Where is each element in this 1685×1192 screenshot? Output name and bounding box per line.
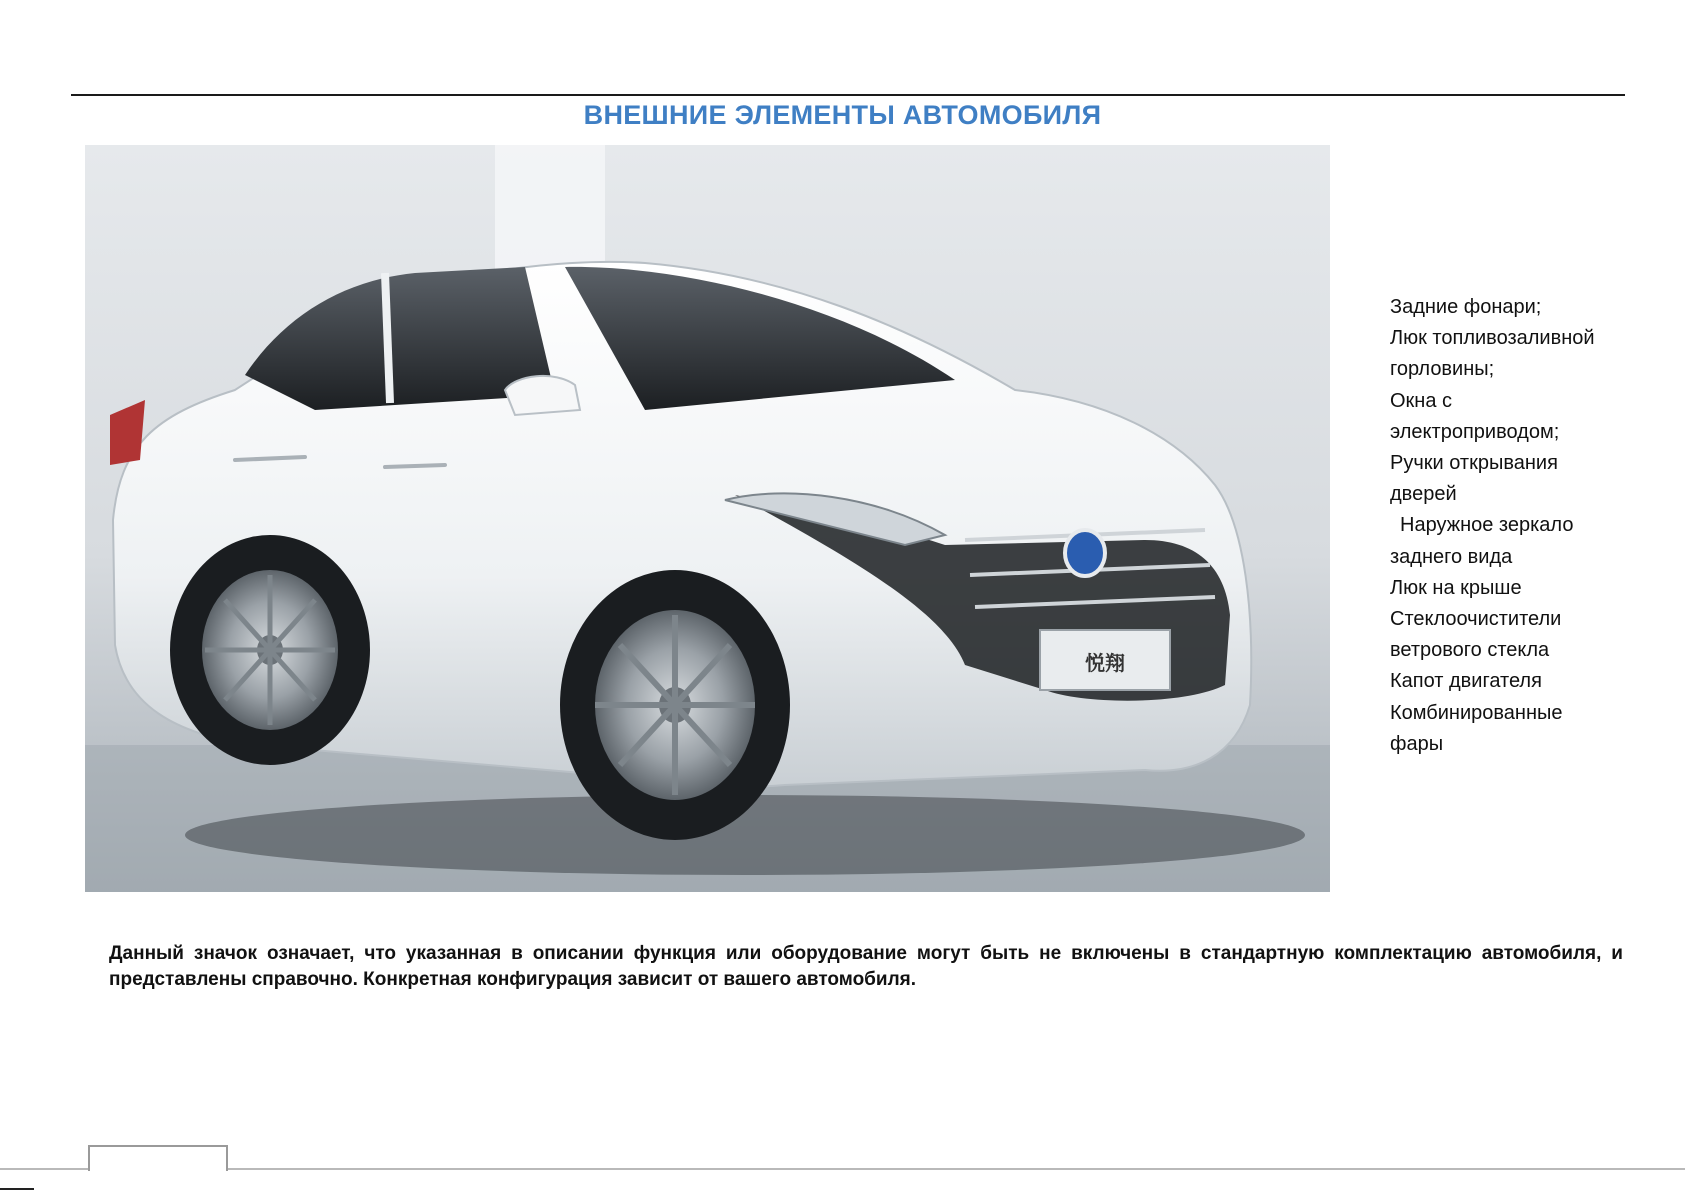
parts-list-item: Наружное зеркало: [1400, 514, 1574, 537]
parts-list-item: Комбинированные: [1390, 701, 1563, 724]
parts-list: [1390, 292, 1650, 760]
parts-list-item: Люк топливозаливной: [1390, 327, 1595, 350]
parts-list-item: ветрового стекла: [1390, 639, 1550, 662]
parts-list-item: Люк на крыше: [1390, 576, 1522, 599]
parts-list-item: электроприводом;: [1390, 420, 1560, 443]
plate-text: 悦翔: [1085, 651, 1125, 675]
car-photo: [85, 145, 1330, 892]
parts-list-item: Ручки открывания: [1390, 452, 1558, 475]
parts-list-item: дверей: [1390, 483, 1457, 506]
parts-list-item: Окна с: [1390, 389, 1453, 412]
parts-list-item: горловины;: [1390, 358, 1495, 381]
page-number-tab: [88, 1145, 228, 1171]
parts-list-item: заднего вида: [1390, 545, 1513, 568]
bottom-rule: [0, 1168, 1685, 1170]
corner-mark: [0, 1188, 34, 1190]
top-rule: [71, 94, 1625, 96]
page-title: ВНЕШНИЕ ЭЛЕМЕНТЫ АВТОМОБИЛЯ: [583, 100, 1102, 130]
parts-list-item: Задние фонари;: [1390, 296, 1542, 318]
footnote: Данный значок означает, что указанная в описании функция или оборудование могут быть не включены в стандартную комплектацию автомобиля, и представлены справочно. Конкретная конфигурация зависит от вашего автомобиля.: [109, 943, 1623, 990]
parts-list-item: Стеклоочистители: [1390, 608, 1562, 631]
parts-list-item: Капот двигателя: [1390, 670, 1542, 693]
parts-list-item: фары: [1390, 732, 1444, 755]
